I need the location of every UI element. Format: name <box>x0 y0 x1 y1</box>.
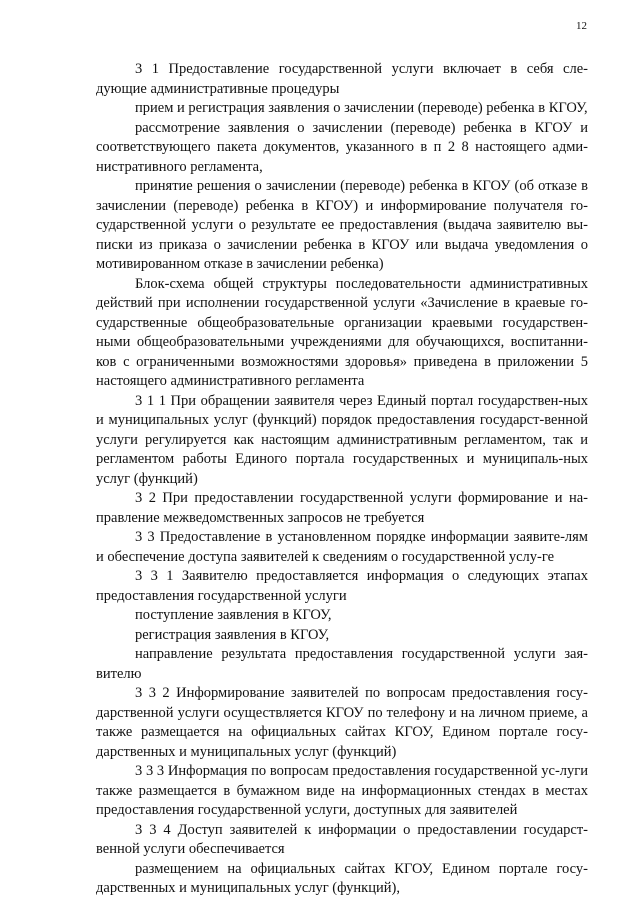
paragraph-flowchart-reference: Блок-схема общей структуры последовательности административных действий при исполнении государственной услуги «Зачисление в краевые го-сударственные общеобразовательные организации краевыми государствен-ными общеобразовательными учреждениями для обучающихся, воспитанни-ков с ограниченными возможностями здоровья» приведена в приложении 5 настоящего административного регламента <box>96 275 588 389</box>
paragraph-3-3: 3 3 Предоставление в установленном порядке информации заявите-лям и обеспечение доступа заявителей к сведениям о государственной услу-ге <box>96 529 588 565</box>
paragraph-procedure-review: рассмотрение заявления о зачислении (переводе) ребенка в КГОУ и соответствующего пакета документов, указанного в п 2 8 настоящего адми-нистративного регламента, <box>96 119 588 175</box>
paragraph-stage-result: направление результата предоставления государственной услуги зая-вителю <box>96 646 588 682</box>
paragraph-procedure-reception: прием и регистрация заявления о зачислении (переводе) ребенка в КГОУ, <box>135 100 588 116</box>
paragraph-procedure-decision: принятие решения о зачислении (переводе) ребенка в КГОУ (об отказе в зачислении (переводе) ребенка в КГОУ) и информирование получателя го-сударственной услуги о результате ее предоставления (выдача заявителю вы-писки из приказа о зачислении ребенка в КГОУ или выдача уведомления о мотивированном отказе в зачислении ребенка) <box>96 178 588 272</box>
document-body <box>96 60 588 899</box>
page-number: 12 <box>576 20 587 32</box>
paragraph-3-3-4: 3 3 4 Доступ заявителей к информации о предоставлении государст-венной услуги обеспечивается <box>96 821 588 857</box>
paragraph-3-2: 3 2 При предоставлении государственной услуги формирование и на-правление межведомственных запросов не требуется <box>96 490 588 526</box>
paragraph-stage-registration: регистрация заявления в КГОУ, <box>135 626 330 643</box>
paragraph-3-3-1: 3 3 1 Заявителю предоставляется информация о следующих этапах предоставления государственной услуги <box>96 568 588 604</box>
paragraph-3-1-1: 3 1 1 При обращении заявителя через Единый портал государствен-ных и муниципальных услуг (функций) порядок предоставления государст-венной услуги регулируется как настоящим административным регламентом, так и регламентом работы Единого портала государственных и муниципаль-ных услуг (функций) <box>96 392 588 487</box>
paragraph-3-3-2: 3 3 2 Информирование заявителей по вопросам предоставления госу-дарственной услуги осуществляется КГОУ по телефону и на личном приеме, а также размещается на официальных сайтах КГОУ, Едином портале госу-дарственных и муниципальных услуг (функций) <box>96 685 588 760</box>
paragraph-official-sites: размещением на официальных сайтах КГОУ, Едином портале госу-дарственных и муниципальных услуг (функций), <box>96 860 588 896</box>
paragraph-3-3-3: 3 3 3 Информация по вопросам предоставления государственной ус-луги также размещается в бумажном виде на информационных стендах в местах предоставления государственной услуги, доступных для заявителей <box>96 763 588 818</box>
paragraph-3-1: 3 1 Предоставление государственной услуги включает в себя сле-дующие административные процедуры <box>96 61 588 97</box>
paragraph-stage-receipt: поступление заявления в КГОУ, <box>135 607 332 623</box>
